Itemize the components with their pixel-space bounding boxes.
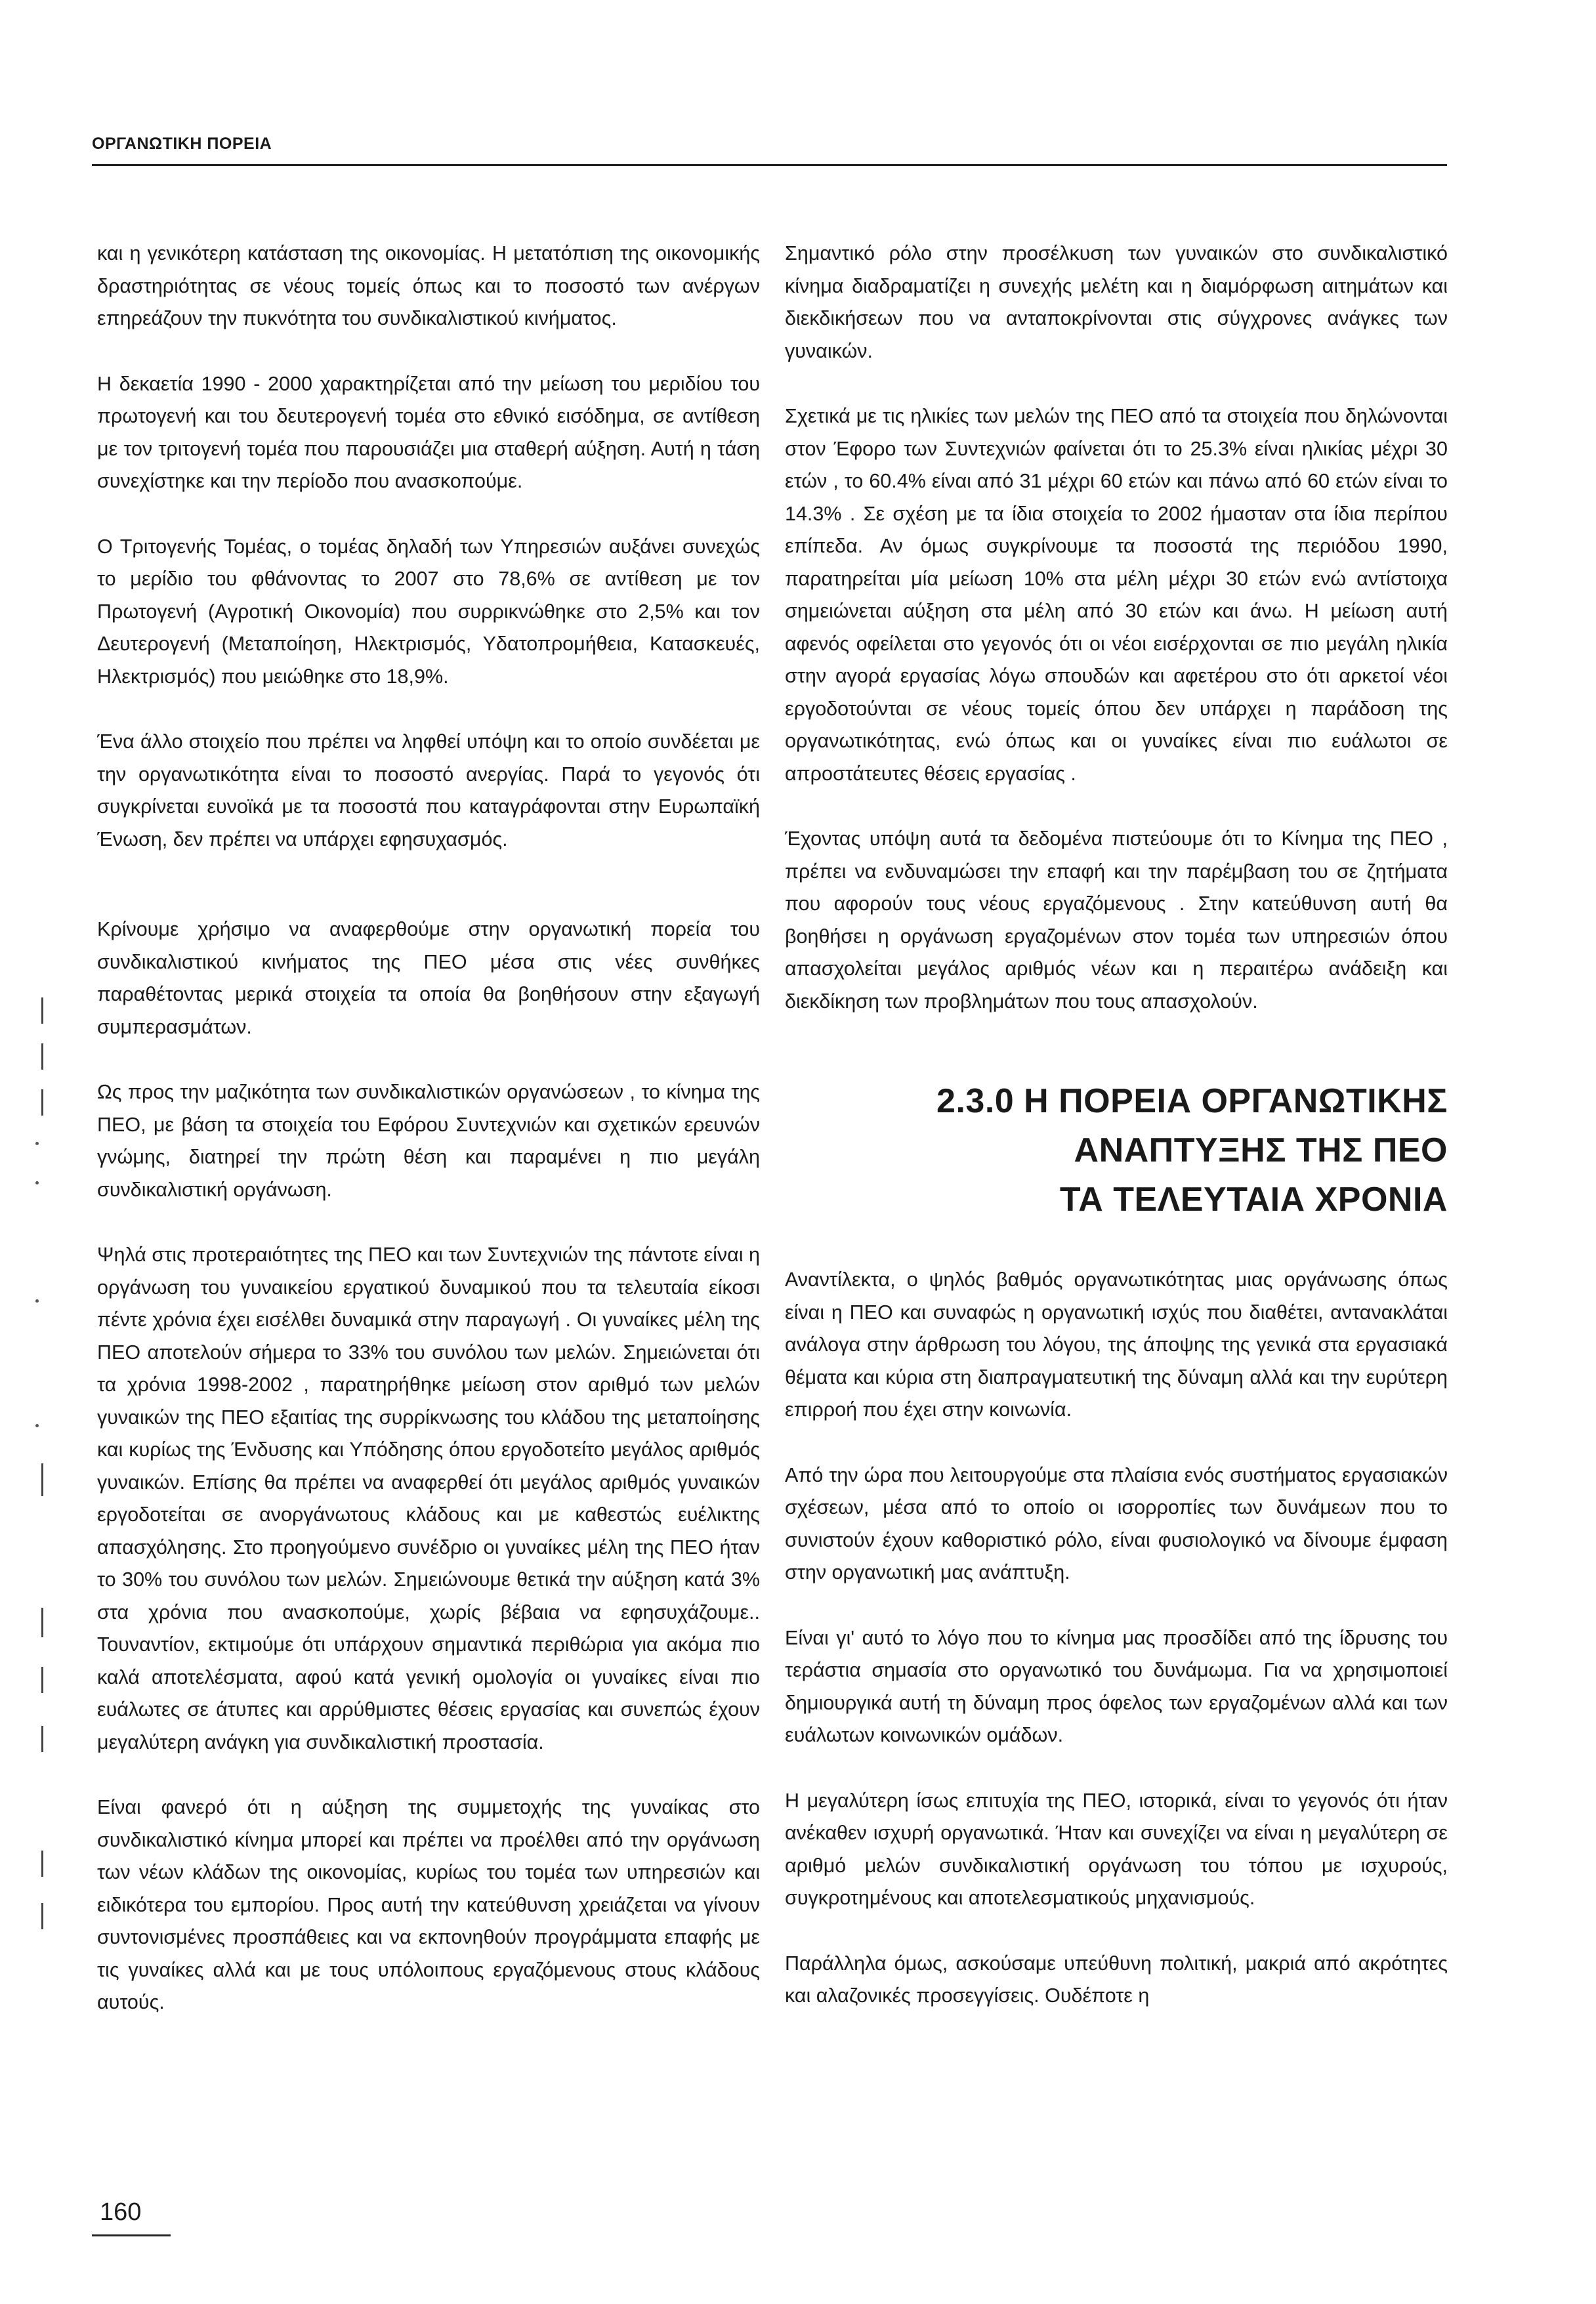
paragraph: Η δεκαετία 1990 - 2000 χαρακτηρίζεται από την μείωση του μεριδίου του πρωτογενή και του δευτερογενή τομέα στο εθνικό εισόδημα, σε αντίθεση με τον τριτογενή τομέα που παρουσιάζει μια σταθερή αύξηση. Αυτή η τάση συνεχίστηκε και την περίοδο που ανασκοπούμε. <box>97 372 760 492</box>
page-number-rule <box>92 2234 171 2236</box>
scan-artifact-mark <box>41 1043 43 1070</box>
paragraph: Σημαντικό ρόλο στην προσέλκυση των γυναικών στο συνδικαλιστικό κίνημα διαδραματίζει η συνεχής μελέτη και η διαμόρφωση αιτημάτων και διεκδικήσεων που να ανταποκρίνονται στις σύγχρονες ανάγκες των γυναικών. <box>785 242 1448 362</box>
paragraph: και η γενικότερη κατάσταση της οικονομίας. Η μετατόπιση της οικονομικής δραστηριότητας σε νέους τομείς όπως και το ποσοστό των ανέργων επηρεάζουν την πυκνότητα του συνδικαλιστικού κινήματος. <box>97 242 760 329</box>
running-header: ΟΡΓΑΝΩΤΙΚΗ ΠΟΡΕΙΑ <box>92 135 272 153</box>
paragraph: Από την ώρα που λειτουργούμε στα πλαίσια ενός συστήματος εργασιακών σχέσεων, μέσα από το οποίο οι ισορροπίες των δυνάμεων που το συνιστούν έχουν καθοριστικό ρόλο, είναι φυσιολογικό να δίνουμε έμφαση στην οργανωτική μας ανάπτυξη. <box>785 1463 1448 1583</box>
paragraph: Ένα άλλο στοιχείο που πρέπει να ληφθεί υπόψη και το οποίο συνδέεται με την οργανωτικότητα είναι το ποσοστό ανεργίας. Παρά το γεγονός ότι συγκρίνεται ευνοϊκά με τα ποσοστά που καταγράφονται στην Ευρωπαϊκή Ένωση, δεν πρέπει να υπάρχει εφησυχασμός. <box>97 730 760 850</box>
paragraph: Παράλληλα όμως, ασκούσαμε υπεύθυνη πολιτική, μακριά από ακρότητες και αλαζονικές προσεγγίσεις. Ουδέποτε η <box>785 1952 1448 2007</box>
paragraph: Σχετικά με τις ηλικίες των μελών της ΠΕΟ από τα στοιχεία που δηλώνονται στον Έφορο των Συντεχνιών φαίνεται ότι το 25.3% είναι ηλικίας μέχρι 30 ετών , το 60.4% είναι από 31 μέχρι 60 ετών και πάνω από 60 ετών είναι το 14.3% . Σε σχέση με τα ίδια στοιχεία το 2002 ήμασταν στα ίδια περίπου επίπεδα. Αν όμως συγκρίνουμε τα ποσοστά της περιόδου 1990, παρατηρείται μία μείωση 10% στα μέλη μέχρι 30 ετών ενώ αντίστοιχα σημειώνεται αύξηση στα μέλη από 30 ετών και άνω. Η μείωση αυτή αφενός οφείλεται στο γεγονός ότι οι νέοι εισέρχονται σε πιο μεγάλη ηλικία στην αγορά εργασίας λόγω σπουδών και αφετέρου στο ότι αρκετοί νέοι εργοδοτούνται σε νέους τομείς όπου δεν υπάρχει η παράδοση της οργανωτικότητας, ενώ όπως και οι γυναίκες είναι πιο ευάλωτοι σε απροστάτευτες θέσεις εργασίας . <box>785 405 1448 785</box>
paragraph: Ο Τριτογενής Τομέας, ο τομέας δηλαδή των Υπηρεσιών αυξάνει συνεχώς το μερίδιο του φθάνοντας το 2007 στο 78,6% σε αντίθεση με τον Πρωτογενή (Αγροτική Οικονομία) που συρρικνώθηκε στο 2,5% και τον Δευτερογενή (Μεταποίηση, Ηλεκτρισμός, Υδατοπρομήθεια, Κατασκευές, Ηλεκτρισμός) που μειώθηκε στο 18,9%. <box>97 535 760 688</box>
scan-artifact-dot <box>35 1424 39 1427</box>
scan-artifact-mark <box>41 1667 43 1693</box>
scan-artifact-mark <box>41 1608 43 1637</box>
scan-artifact-mark <box>41 1089 43 1116</box>
paragraph: Αναντίλεκτα, ο ψηλός βαθμός οργανωτικότητας μιας οργάνωσης όπως είναι η ΠΕΟ και συναφώς η οργανωτική ισχύς που διαθέτει, αντανακλάται ανάλογα στην άρθρωση του λόγου, της άποψης της γενικά στα εργασιακά θέματα και κύρια στη διαπραγματευτική της δύναμη αλλά και την ευρύτερη επιρροή που έχει στην κοινωνία. <box>785 1268 1448 1421</box>
scan-artifact-mark <box>41 1726 43 1752</box>
scan-artifact-dot <box>35 1142 39 1145</box>
scan-artifact-mark <box>41 1903 43 1929</box>
scan-artifact-mark <box>41 997 43 1024</box>
page-number: 160 <box>100 2198 142 2226</box>
paragraph: Η μεγαλύτερη ίσως επιτυχία της ΠΕΟ, ιστορικά, είναι το γεγονός ότι ήταν ανέκαθεν ισχυρή οργανωτικά. Ήταν και συνεχίζει να είναι η μεγαλύτερη σε αριθμό μελών συνδικαλιστική οργάνωση του τόπου με ισχυρούς, συγκροτημένους και αποτελεσματικούς μηχανισμούς. <box>785 1789 1448 1909</box>
left-column <box>97 238 760 2052</box>
scan-artifact-mark <box>41 1851 43 1877</box>
paragraph: Είναι γι' αυτό το λόγο που το κίνημα μας προσδίδει από της ίδρυσης του τεράστια σημασία στο οργανωτικό του δυνάμωμα. Για να χρησιμοποιεί δημιουργικά αυτή τη δύναμη προς όφελος των εργαζομένων αλλά και των ευάλωτων κοινωνικών ομάδων. <box>785 1626 1448 1746</box>
section-heading-line: 2.3.0 Η ΠΟΡΕΙΑ ΟΡΓΑΝΩΤΙΚΗΣ <box>936 1082 1448 1120</box>
section-heading <box>785 1077 1448 1225</box>
paragraph: Είναι φανερό ότι η αύξηση της συμμετοχής της γυναίκας στο συνδικαλιστικό κίνημα μπορεί και πρέπει να προέλθει από την οργάνωση των νέων κλάδων της οικονομίας, κυρίως του τομέα των υπηρεσιών και ειδικότερα του εμπορίου. Προς αυτή την κατεύθυνση χρειάζεται να γίνουν συντονισμένες προσπάθειες και να εκπονηθούν προγράμματα επαφής με τις γυναίκες αλλά και με τους υπόλοιπους εργαζόμενους στους κλάδους αυτούς. <box>97 1796 760 2013</box>
paragraph: Έχοντας υπόψη αυτά τα δεδομένα πιστεύουμε ότι το Κίνημα της ΠΕΟ , πρέπει να ενδυναμώσει την επαφή και την παρέμβαση του σε ζητήματα που αφορούν τους νέους εργαζόμενους . Στην κατεύθυνση αυτή θα βοηθήσει η οργάνωση εργαζομένων στον τομέα των υπηρεσιών όπου απασχολείται μεγάλος αριθμός νέων και η περαιτέρω ανάδειξη και διεκδίκηση των προβλημάτων που τους απασχολούν. <box>785 827 1448 1013</box>
paragraph: Ως προς την μαζικότητα των συνδικαλιστικών οργανώσεων , το κίνημα της ΠΕΟ, με βάση τα στοιχεία του Εφόρου Συντεχνιών και σχετικών ερευνών γνώμης, διατηρεί την πρώτη θέση και παραμένει η πιο μεγάλη συνδικαλιστική οργάνωση. <box>97 1081 760 1201</box>
header-rule <box>92 164 1447 166</box>
section-heading-line: ΤΑ ΤΕΛΕΥΤΑΙΑ ΧΡΟΝΙΑ <box>1059 1181 1448 1219</box>
paragraph: Ψηλά στις προτεραιότητες της ΠΕΟ και των Συντεχνιών της πάντοτε είναι η οργάνωση του γυναικείου εργατικού δυναμικού που τα τελευταία είκοσι πέντε χρόνια έχει εισέλθει δυναμικά στην παραγωγή . Οι γυναίκες μέλη της ΠΕΟ αποτελούν σήμερα το 33% του συνόλου των μελών. Σημειώνεται ότι τα χρόνια 1998-2002 , παρατηρήθηκε μείωση στον αριθμό των μελών γυναικών της ΠΕΟ εξαιτίας της συρρίκνωσης του κλάδου της μεταποίησης και κυρίως της Ένδυσης και Υπόδησης όπου εργοδοτείτο μεγάλος αριθμός γυναικών. Επίσης θα πρέπει να αναφερθεί ότι μεγάλος αριθμός γυναικών εργοδοτείται σε ανοργάνωτους κλάδους και με καθεστώς ευέλικτης απασχόλησης. Στο προηγούμενο συνέδριο οι γυναίκες μέλη της ΠΕΟ ήταν το 30% του συνόλου των μελών. Σημειώνουμε θετικά την αύξηση κατά 3% στα χρόνια που ανασκοπούμε, χωρίς βέβαια να εφησυχάζουμε.. Τουναντίον, εκτιμούμε ότι υπάρχουν σημαντικά περιθώρια για ακόμα πιο καλά αποτελέσματα, αφού κατά γενική ομολογία οι γυναίκες είναι πιο ευάλωτες σε άτυπες και αρρύθμιστες θέσεις εργασίας και συνεπώς έχουν μεγαλύτερη ανάγκη για συνδικαλιστική προστασία. <box>97 1244 760 1753</box>
section-heading-line: ΑΝΑΠΤΥΞΗΣ ΤΗΣ ΠΕΟ <box>1074 1131 1448 1169</box>
scan-artifact-dot <box>35 1299 39 1303</box>
right-column <box>785 238 1448 2045</box>
paragraph: Κρίνουμε χρήσιμο να αναφερθούμε στην οργανωτική πορεία του συνδικαλιστικού κινήματος της ΠΕΟ μέσα στις νέες συνθήκες παραθέτοντας μερικά στοιχεία τα οποία θα βοηθήσουν στην εξαγωγή συμπερασμάτων. <box>97 918 760 1038</box>
scan-artifact-dot <box>35 1181 39 1184</box>
scan-artifact-mark <box>41 1463 43 1496</box>
